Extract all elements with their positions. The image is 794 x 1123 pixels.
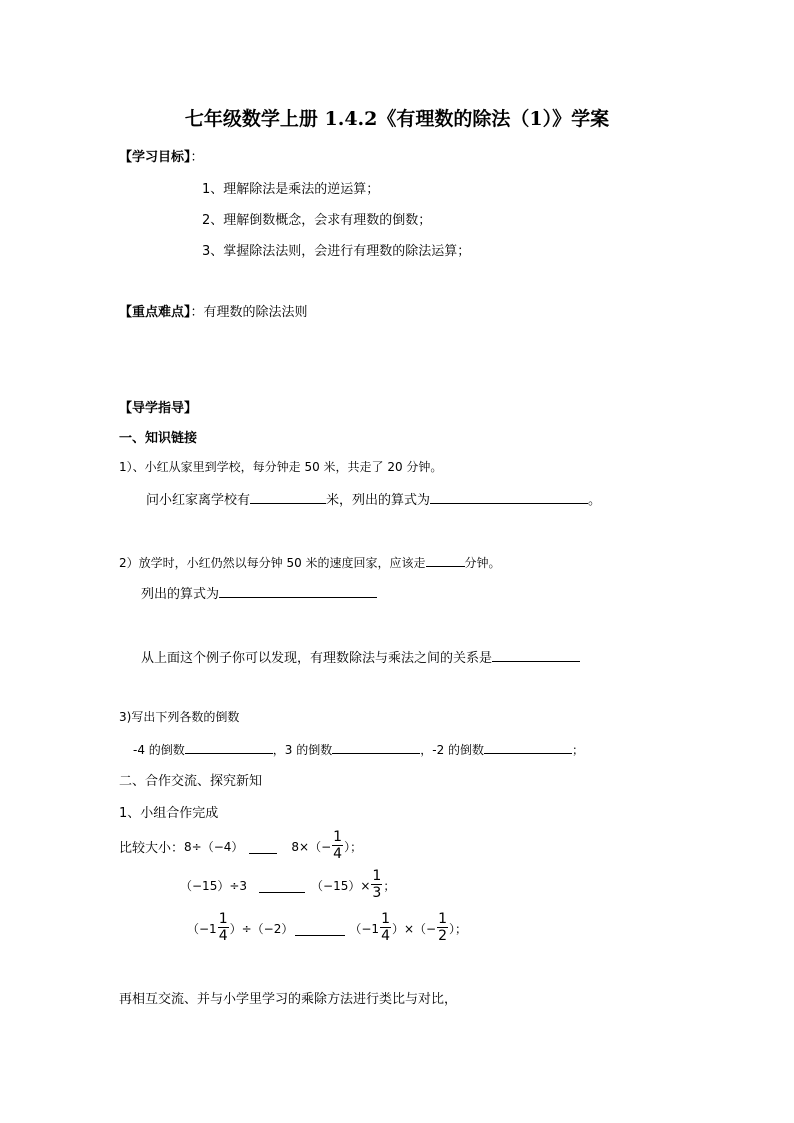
q2-minutes-blank[interactable] (426, 552, 465, 567)
q3-blank-neg2[interactable] (484, 739, 572, 754)
fraction-one-third: $\frac{1}{3}$ (372, 868, 382, 901)
key-points-heading: 【重点难点】 (119, 305, 191, 320)
key-points-line (119, 301, 308, 320)
group-task: 1、小组合作完成 (119, 806, 219, 821)
m3-left-a: （−1 (187, 921, 217, 936)
fraction-one-half: $\frac{1}{2}$ (438, 911, 448, 944)
m1-end: ）； (344, 839, 363, 854)
compare-line-3 (187, 910, 467, 946)
objectives-heading-line (119, 146, 204, 165)
compare-line-1 (119, 829, 362, 863)
q3-blank-3[interactable] (332, 739, 420, 754)
m2-left: （−15）÷3 (180, 878, 248, 893)
m1-right: 8×（− (291, 839, 332, 854)
q1-distance-blank[interactable] (250, 489, 326, 504)
q1-prompt-a: 问小红家离学校有 (146, 493, 251, 508)
relation-prompt: 从上面这个例子你可以发现，有理数除法与乘法之间的关系是 (141, 651, 493, 666)
question-2: 2）放学时，小红仍然以每分钟 50 米的速度回家，应该走 (119, 556, 426, 570)
question-2-line (119, 552, 501, 571)
objectives-heading: 【学习目标】 (119, 150, 191, 165)
q3-prompt-a: -4 的倒数 (133, 743, 185, 757)
m1-compare-blank[interactable] (249, 839, 277, 854)
m2-compare-blank[interactable] (259, 878, 305, 893)
page-title: 七年级数学上册 1.4.2《有理数的除法（1）》学案 (184, 108, 610, 130)
compare-label: 比较大小： (119, 840, 185, 856)
q3-prompt-d: ； (572, 743, 585, 757)
m3-left-b: ）÷（−2） (229, 921, 294, 936)
question-1: 1）、小红从家里到学校，每分钟走 50 米，共走了 20 分钟。 (119, 460, 443, 474)
m3-compare-blank[interactable] (295, 921, 345, 936)
fraction-one-fourth: $\frac{1}{4}$ (333, 829, 343, 862)
section-cooperation: 二、合作交流、探究新知 (119, 774, 263, 789)
q2-formula-blank[interactable] (219, 583, 377, 598)
objective-item: 3、掌握除法法则，会进行有理数的除法运算； (202, 244, 471, 259)
relation-line (141, 647, 580, 666)
q1-prompt-c: 。 (588, 493, 602, 508)
q1-formula-blank[interactable] (430, 489, 588, 504)
fraction-one-fourth: $\frac{1}{4}$ (381, 911, 390, 944)
q2-formula-prompt: 列出的算式为 (141, 587, 220, 602)
m2-end: ； (383, 878, 396, 893)
m1-left: 8÷（−4） (184, 839, 244, 854)
relation-blank[interactable] (492, 647, 580, 662)
closing-text: 再相互交流、并与小学里学习的乘除方法进行类比与对比， (119, 992, 458, 1007)
fraction-one-fourth: $\frac{1}{4}$ (218, 911, 228, 944)
guide-heading: 【导学指导】 (119, 401, 198, 416)
m3-end: ）； (449, 921, 468, 936)
q1-prompt-b: 米，列出的算式为 (326, 493, 431, 508)
q3-prompt-c: ，-2 的倒数 (420, 743, 485, 757)
compare-line-2 (180, 868, 395, 902)
question-2-formula-line (141, 583, 377, 602)
section-knowledge-link: 一、知识链接 (119, 431, 198, 446)
objective-item: 2、理解倒数概念，会求有理数的倒数； (202, 213, 432, 228)
question-3: 3)写出下列各数的倒数 (119, 710, 240, 724)
question-3-fill-line (133, 739, 584, 758)
objective-item: 1、理解除法是乘法的逆运算； (202, 182, 380, 197)
key-points-text: ：有理数的除法法则 (190, 305, 308, 320)
q3-prompt-b: ，3 的倒数 (272, 743, 333, 757)
question-2-end: 分钟。 (464, 556, 501, 570)
m2-right: （−15）× (311, 878, 371, 893)
m3-right-a: （−1 (349, 921, 380, 936)
m3-right-b: ）×（− (392, 921, 437, 936)
q3-blank-neg4[interactable] (185, 739, 273, 754)
question-1-fill-line (146, 489, 601, 508)
objectives-colon: ： (190, 150, 204, 165)
